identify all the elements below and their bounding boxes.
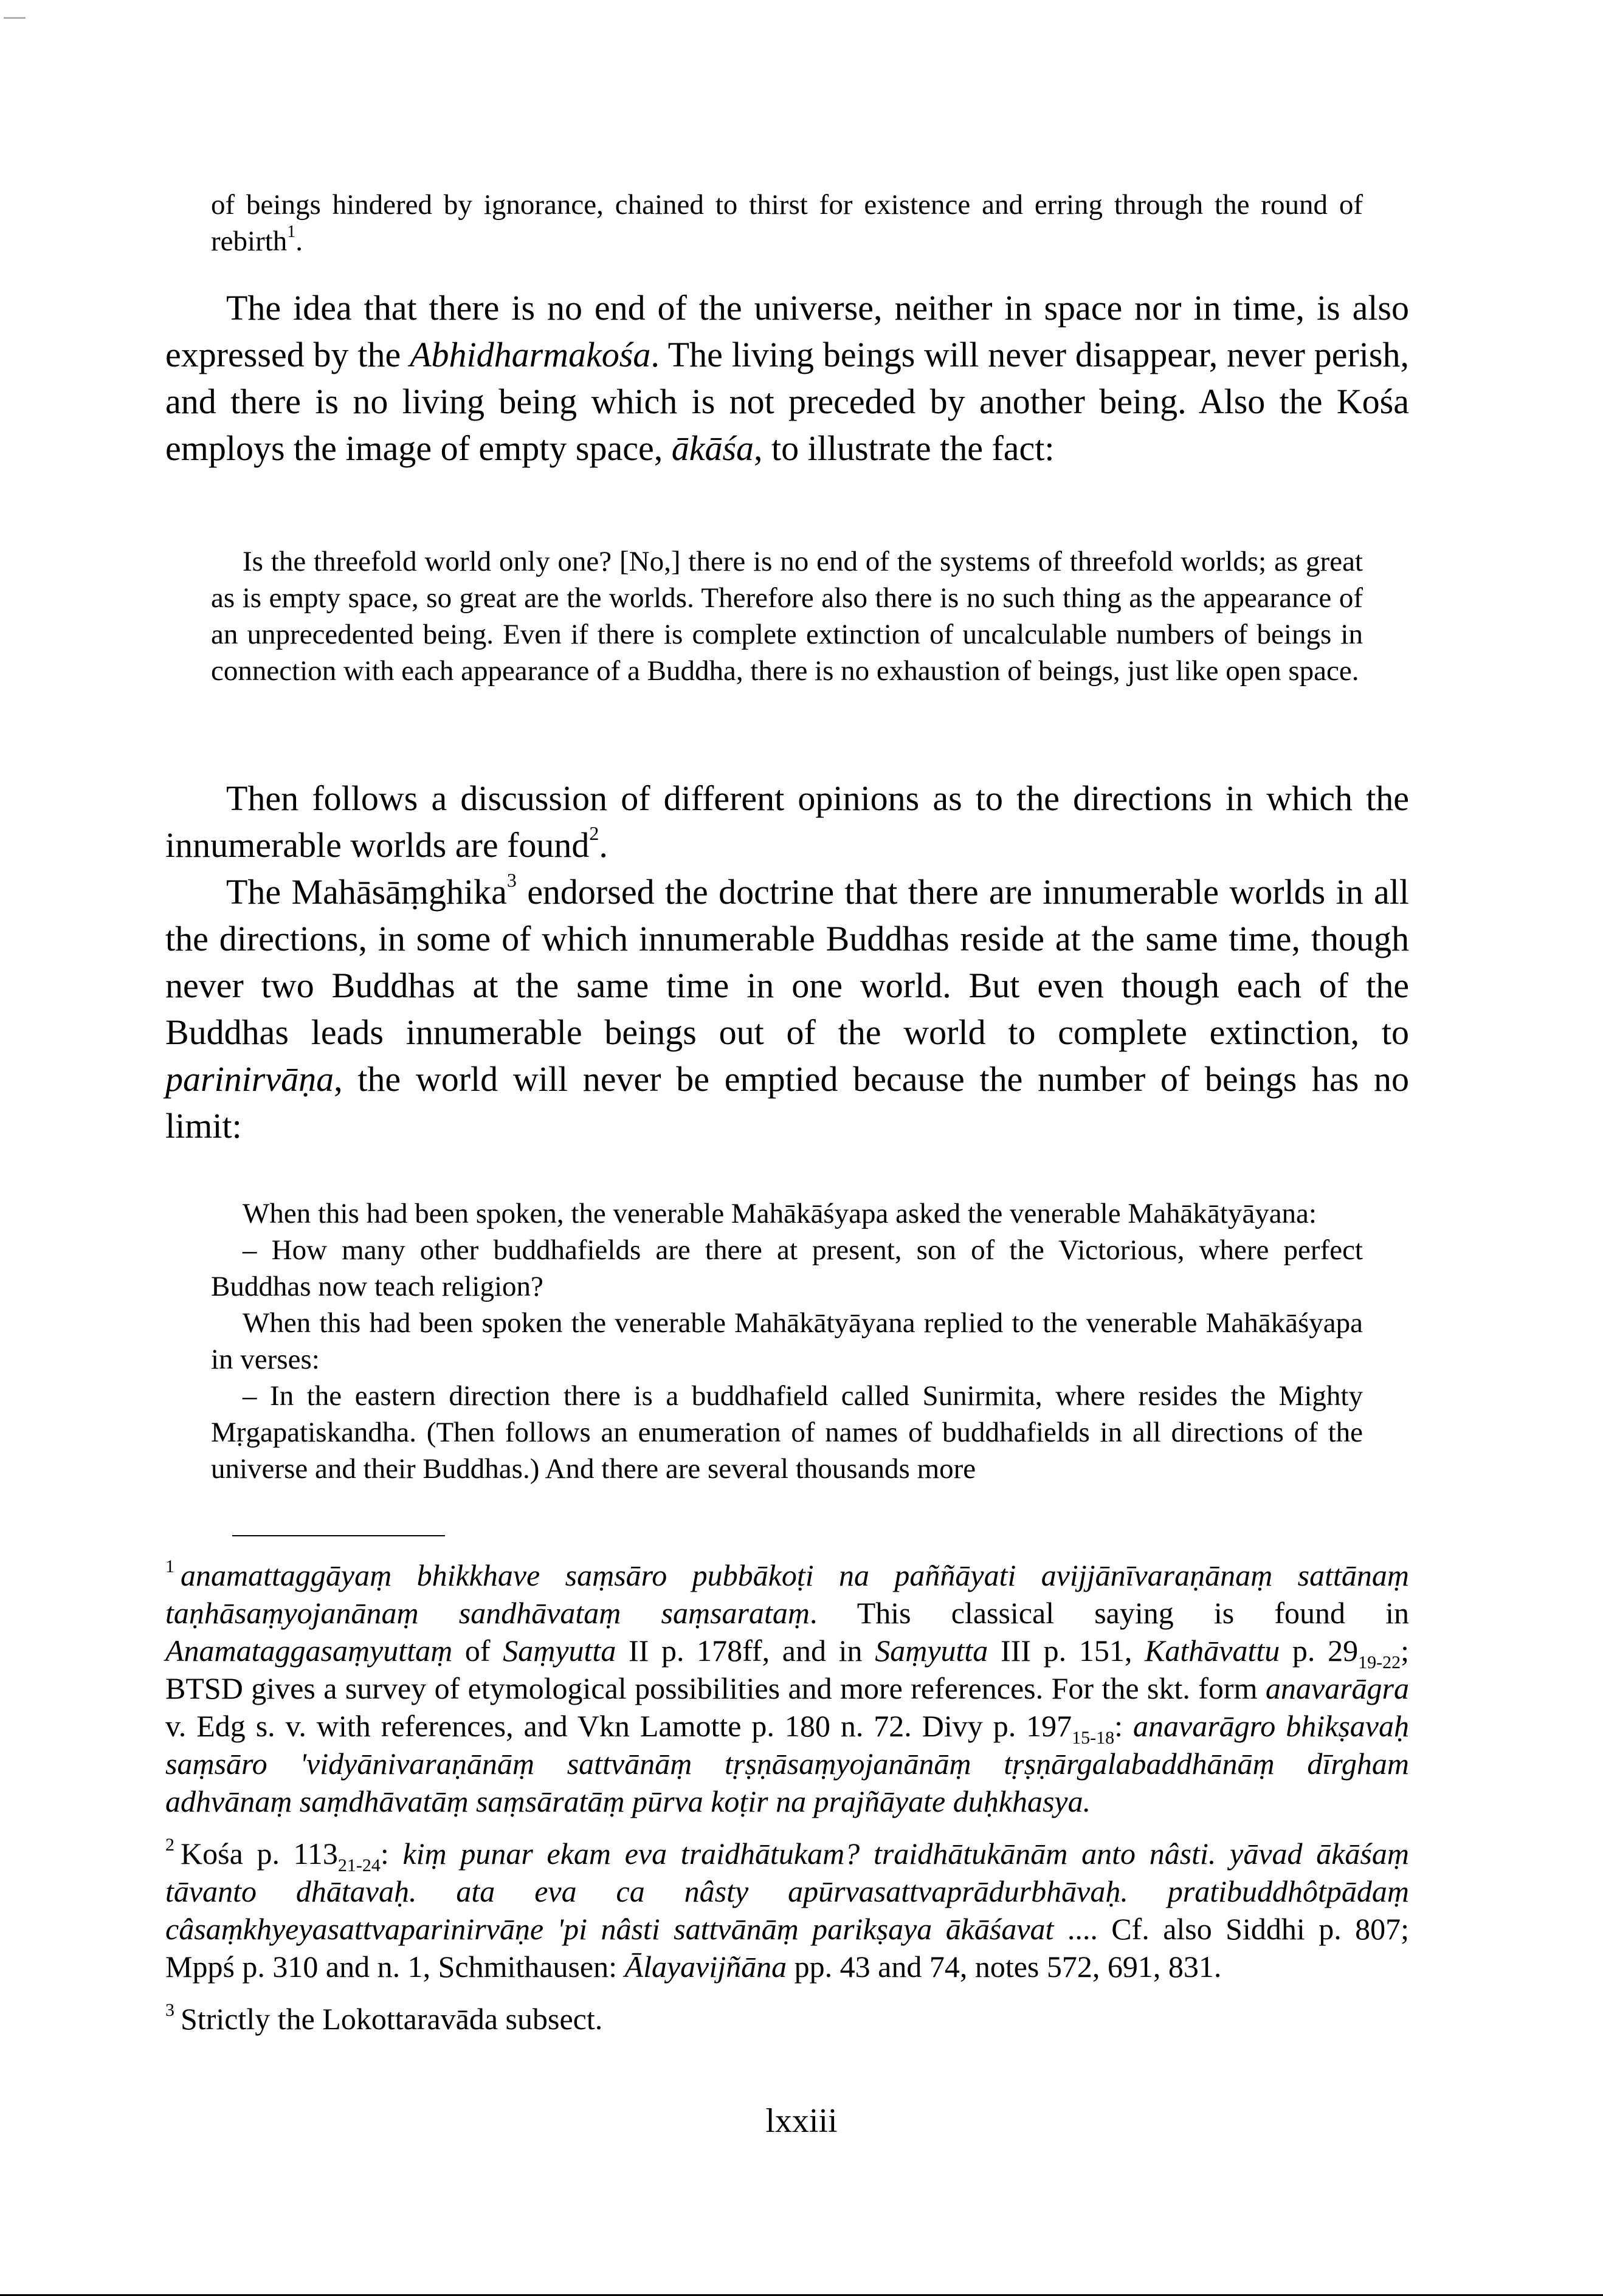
footnote-body [165, 1558, 1409, 1818]
footnote-text: .... Cf. also Siddhi p. 807; Mppś p. 310 and n. 1, Schmithausen: [165, 1912, 1410, 1984]
footnote-text: III p. 151, [988, 1634, 1145, 1668]
italic-text: Kathāvattu [1145, 1634, 1280, 1668]
continued-quote-text: of beings hindered by ignorance, chained to thirst for existence and erring through the round of rebirth [211, 189, 1363, 257]
footnote-text: p. 29 [1280, 1634, 1359, 1668]
footnote-body [181, 2002, 602, 2036]
paragraph-text: The Mahāsāṃghika [226, 872, 507, 912]
continued-quote-end: . [295, 225, 303, 257]
term-akasa: ākāśa [671, 428, 754, 468]
term-parinirvana: parinirvāṇa [165, 1059, 334, 1099]
italic-text: anavarāgra [1265, 1671, 1409, 1705]
footnote-mark: 1 [165, 1556, 174, 1576]
footnote-text: pp. 43 and 74, notes 572, 691, 831. [787, 1950, 1222, 1984]
footnote-3 [165, 1992, 1409, 2038]
footnote-ref-3[interactable]: 3 [506, 869, 517, 891]
footnote-body [165, 1837, 1409, 1984]
block-quote-dialogue [211, 1195, 1363, 1487]
dialogue-line: When this had been spoken the venerable Mahākātyāyana replied to the venerable Mahākāśyapa in verses: [211, 1307, 1363, 1375]
footnote-text: Strictly the Lokottaravāda subsect. [181, 2002, 603, 2036]
line-range: 15-18 [1072, 1728, 1115, 1748]
paragraph-text: endorsed the doctrine that there are innumerable worlds in all the directions, in some of which innumerable Buddhas reside at the same time, though never two Buddhas at the same time in one world. But even though each of the Buddhas leads innumerable beings out of the world to complete extinction, to [165, 872, 1410, 1052]
italic-text: kiṃ punar ekam eva traidhātukam? traidhātukānām anto nâsti. yāvad ākāśaṃ tāvanto dhātavaḥ. ata eva ca nâsty apūrvasattvaprādurbhāvaḥ. pratibuddhôtpādaṃ câsaṃkhyeyasattvaparinirvāṇe 'pi nâsti sattvānāṃ parikṣaya ākāśavat [165, 1837, 1409, 1946]
paragraph-text: The idea that there is no end of the universe, neither in space nor in time, is also expressed by the [165, 288, 1409, 374]
paragraph-group [165, 775, 1409, 1149]
footnotes [165, 1548, 1409, 2044]
work-title-abhidharmakosa: Abhidharmakośa [410, 335, 651, 374]
line-range: 19-22 [1358, 1652, 1401, 1672]
footnote-text: of [452, 1634, 503, 1668]
block-quote-kosa [211, 543, 1363, 689]
italic-text: Ālayavijñāna [624, 1950, 787, 1984]
paragraph-text: Then follows a discussion of different opinions as to the directions in which the innumerable worlds are found [165, 779, 1409, 865]
dialogue-line: – How many other buddhafields are there at present, son of the Victorious, where perfect Buddhas now teach religion? [211, 1234, 1363, 1302]
line-range: 21-24 [337, 1855, 381, 1875]
footnote-ref-1[interactable]: 1 [287, 222, 296, 241]
paragraph-directions [165, 775, 1409, 868]
footnote-2 [165, 1826, 1409, 1985]
footnote-1 [165, 1548, 1409, 1820]
paragraph-text: , the world will never be emptied because the number of beings has no limit: [165, 1059, 1409, 1146]
italic-text: anamattaggāyaṃ bhikkhave saṃsāro pubbākoṭi na paññāyati avijjānīvaraṇānaṃ sattānaṃ taṇhāsaṃyojanānaṃ sandhāvataṃ saṃsarataṃ [165, 1558, 1409, 1630]
footnote-text: . This classical saying is found in [810, 1596, 1409, 1630]
italic-text: Saṃyutta [875, 1634, 988, 1668]
footnote-mark: 3 [165, 2000, 174, 2020]
paragraph-text: . [599, 825, 608, 865]
paragraph-text: . The living beings will never disappear, never perish, and there is no living being which is not preceded by another being. Also the Kośa employs the image of empty space, [165, 335, 1409, 468]
footnote-text: : [1114, 1709, 1134, 1743]
italic-text: Saṃyutta [503, 1634, 616, 1668]
paragraph-universe-no-end [165, 284, 1409, 472]
italic-text: anavarāgro bhikṣavaḥ saṃsāro 'vidyānivaraṇānāṃ sattvānāṃ tṛṣṇāsaṃyojanānāṃ tṛṣṇārgalabaddhānāṃ dīrgham adhvānaṃ saṃdhāvatāṃ saṃsāratāṃ pūrva koṭir na prajñāyate duḥkhasya. [165, 1709, 1409, 1818]
footnote-text: Kośa p. 113 [181, 1837, 338, 1871]
dialogue-line: When this had been spoken, the venerable Mahākāśyapa asked the venerable Mahākātyāyana: [243, 1198, 1317, 1229]
footnote-separator [232, 1535, 445, 1536]
footnote-ref-2[interactable]: 2 [589, 822, 599, 844]
paragraph-text: , to illustrate the fact: [754, 428, 1055, 468]
footnote-mark: 2 [165, 1835, 174, 1855]
block-quote-text: Is the threefold world only one? [No,] there is no end of the systems of threefold worlds; as great as is empty space, so great are the worlds. Therefore also there is no such thing as the appearance of an unprecedented being. Even if there is complete extinction of uncalculable numbers of beings in connection with each appearance of a Buddha, there is no exhaustion of beings, just like open space. [211, 546, 1363, 687]
page-number: lxxiii [765, 2102, 838, 2140]
italic-text: Anamataggasaṃyuttaṃ [165, 1634, 453, 1668]
footnote-text: ; BTSD gives a survey of etymological possibilities and more references. For the skt. form [165, 1634, 1410, 1705]
dialogue-line: – In the eastern direction there is a buddhafield called Sunirmita, where resides the Mighty Mṛgapatiskandha. (Then follows an enumeration of names of buddhafields in all directions of the universe and their Buddhas.) And there are several thousands more [211, 1380, 1363, 1485]
footnote-text: : [380, 1837, 403, 1871]
scan-artifact [4, 17, 26, 19]
paragraph-mahasamghika [165, 868, 1409, 1149]
footnote-text: II p. 178ff, and in [616, 1634, 875, 1668]
footnote-text: v. Edg s. v. with references, and Vkn Lamotte p. 180 n. 72. Divy p. 197 [165, 1709, 1072, 1743]
continued-quote [211, 187, 1363, 260]
